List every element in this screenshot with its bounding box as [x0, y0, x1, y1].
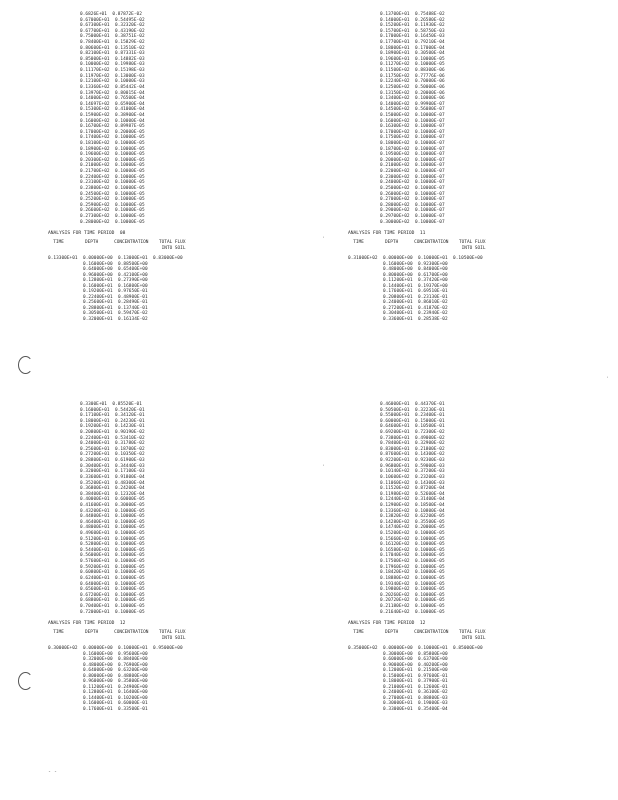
table-row: 0.18420E+02 0.10000E-05: [380, 570, 445, 576]
table-row: 0.78400E+01 0.32900E-02: [380, 441, 445, 447]
table-row: 0.25000E+02 0.10000E-07: [380, 185, 445, 191]
table-row: 0.20000E+02 0.10000E-07: [380, 157, 445, 163]
table-row: 0.15000E+01 0.97600E-01: [348, 673, 448, 679]
data-rows: [380, 12, 485, 225]
table-row: 0.16000E+00 0.95600E+00: [48, 651, 148, 657]
table-row: 0.12900E+02 0.18500E-04: [380, 502, 445, 508]
table-row: 0.64000E+00 0.65400E+00: [48, 267, 148, 273]
table-row: 0.17500E+02 0.10000E-05: [380, 559, 445, 565]
table-row: 0.11750E+02 0.77776E-06: [380, 73, 445, 79]
table-row: 0.12800E+01 0.27390E+00: [48, 278, 148, 284]
table-row: 0.75000E+01 0.38751E-02: [80, 34, 145, 40]
table-row: 0.14740E+02 0.20000E-05: [380, 525, 445, 531]
table-row: 0.80000E+00 0.61700E+00: [348, 272, 448, 278]
table-row: 0.59200E+01 0.10000E-05: [80, 564, 145, 570]
table-row: 0.13400E+02 0.10000E-06: [380, 96, 445, 102]
table-row: 0.26000E+02 0.10000E-07: [380, 191, 445, 197]
table-row: 0.16700E+02 0.89987E-05: [80, 124, 145, 130]
analysis-rows: [48, 646, 185, 712]
table-row: 0.87600E+01 0.14300E-02: [380, 452, 445, 458]
table-row: 0.28800E+01 0.61900E-03: [80, 458, 145, 464]
punch-hole-icon: [18, 356, 33, 374]
table-row: 0.21700E+02 0.10000E-05: [80, 169, 145, 175]
data-rows: [80, 402, 185, 615]
table-row: 0.60000E+00 0.63700E+00: [348, 657, 448, 663]
table-row: 0.36800E+01 0.24200E-04: [80, 486, 145, 492]
table-row: 0.65600E+01 0.10000E-05: [80, 587, 145, 593]
table-row: 0.46400E+01 0.10000E-05: [80, 519, 145, 525]
table-row: 0.28000E+02 0.10000E-05: [80, 219, 145, 225]
table-row: 0.11970E+02 0.13000E-03: [80, 73, 145, 79]
table-row: 0.14280E+02 0.35500E-05: [380, 519, 445, 525]
table-row: 0.22400E+02 0.10000E-05: [80, 174, 145, 180]
table-row: 0.30400E+01 0.23940E-02: [348, 311, 448, 317]
table-row: 0.33600E+01 0.28538E-02: [348, 316, 448, 322]
table-row: 0.44800E+01 0.10000E-05: [80, 514, 145, 520]
table-row: 0.41600E+01 0.30000E-05: [80, 502, 145, 508]
table-row: 0.67200E+01 0.10000E-05: [80, 592, 145, 598]
table-row: 0.48000E+01 0.10000E-05: [80, 525, 145, 531]
table-row: 0.20300E+02 0.10000E-05: [80, 157, 145, 163]
table-row: 0.24000E+01 0.31780E-02: [80, 441, 145, 447]
table-row: 0.85000E+01 0.14882E-03: [80, 56, 145, 62]
table-row: 0.19500E+02 0.10000E-07: [380, 152, 445, 158]
column-header: TIME DEPTH CONCENTRATION TOTAL FLUX INTO SOIL: [353, 240, 486, 251]
section-title: ANALYSIS FOR TIME PERIOD 11: [348, 231, 426, 237]
table-row: 0.12000E+01 0.21500E+00: [348, 668, 448, 674]
table-row: 0.31000E+02 0.00000E+00 0.10000E+01 0.10500E+00: [348, 256, 483, 262]
table-row: 0.27200E+01 0.10350E-02: [80, 452, 145, 458]
table-row: 0.21000E+01 0.12600E-01: [348, 684, 448, 690]
data-rows: [380, 402, 485, 615]
table-row: 0.80000E+00 0.48800E+00: [48, 673, 148, 679]
section-title: ANALYSIS FOR TIME PERIOD 12: [48, 621, 126, 627]
table-row: 0.27200E+01 0.41870E-02: [348, 305, 448, 311]
table-row: 0.18700E+02 0.10000E-07: [380, 146, 445, 152]
table-row: 0.24000E+01 0.36100E-02: [348, 690, 448, 696]
table-row: 0.3300E+01 0.85520E-01: [80, 402, 142, 407]
table-row: 0.72000E+01 0.10000E-05: [80, 609, 145, 615]
table-row: 0.17000E+02 0.10000E-07: [380, 129, 445, 135]
table-row: 0.15660E+02 0.10000E-05: [380, 536, 445, 542]
table-row: 0.6826E+01 0.87872E-02: [80, 12, 142, 17]
table-row: 0.17600E+01 0.69510E-01: [348, 289, 448, 295]
table-row: 0.14000E+02 0.99900E-07: [380, 101, 445, 107]
table-row: 0.18100E+02 0.10000E-05: [80, 141, 145, 147]
table-row: 0.62400E+01 0.10000E-05: [80, 575, 145, 581]
table-row: 0.19600E+01 0.10000E-05: [380, 56, 445, 62]
table-row: 0.25600E+01 0.28490E-01: [48, 300, 148, 306]
table-row: 0.19200E+01 0.97650E-01: [48, 289, 148, 295]
table-row: 0.64600E+01 0.10500E-01: [380, 424, 445, 430]
analysis-rows: [348, 256, 485, 322]
table-row: 0.13150E+02 0.20000E-06: [380, 90, 445, 96]
table-row: 0.14400E+01 0.10200E+00: [48, 695, 148, 701]
table-row: 0.69200E+01 0.72300E-02: [380, 430, 445, 436]
table-row: 0.57600E+01 0.10000E-05: [80, 559, 145, 565]
table-row: 0.19800E+02 0.10000E-05: [380, 587, 445, 593]
table-row: 0.11980E+02 0.52600E-04: [380, 491, 445, 497]
table-row: 0.90000E+00 0.40200E+00: [348, 662, 448, 668]
table-row: 0.11200E+01 0.37420E+00: [348, 278, 448, 284]
table-row: 0.96000E+00 0.35800E+00: [48, 679, 148, 685]
table-row: 0.12500E+02 0.50000E-06: [380, 84, 445, 90]
scan-speck: ·: [606, 375, 610, 381]
scan-speck: ‐ ‐: [48, 769, 58, 775]
table-row: 0.18000E+02 0.10000E-07: [380, 141, 445, 147]
table-row: 0.30000E+02 0.10000E-07: [380, 219, 445, 225]
table-row: 0.21640E+02 0.10000E-05: [380, 609, 445, 615]
table-row: 0.17960E+02 0.10000E-05: [380, 564, 445, 570]
table-row: 0.82100E+01 0.87331E-03: [80, 51, 145, 57]
table-row: 0.15200E+01 0.11930E-02: [380, 23, 445, 29]
table-row: 0.16000E+01 0.16800E+00: [48, 283, 148, 289]
quadrant-bottom-left: [48, 402, 185, 712]
table-row: 0.13700E+01 0.75488E-02: [380, 12, 445, 17]
table-row: 0.17500E+02 0.10000E-07: [380, 135, 445, 141]
table-row: 0.60800E+01 0.10000E-05: [80, 570, 145, 576]
table-row: 0.14500E+02 0.56080E-07: [380, 107, 445, 113]
section-title: ANALYSIS FOR TIME PERIOD 08: [48, 231, 126, 237]
table-row: 0.22400E+01 0.53410E-02: [80, 435, 145, 441]
punch-hole-icon: [18, 672, 33, 690]
column-header: TIME DEPTH CONCENTRATION TOTAL FLUX INTO SOIL: [53, 240, 186, 251]
table-row: 0.14000E+01 0.26580E-02: [380, 17, 445, 23]
table-row: 0.70400E+01 0.10000E-05: [80, 603, 145, 609]
table-row: 0.15300E+02 0.41000E-04: [80, 107, 145, 113]
table-row: 0.22000E+02 0.10000E-07: [380, 169, 445, 175]
table-row: 0.16000E+00 0.92300E+00: [348, 261, 448, 267]
table-row: 0.21000E+02 0.10000E-05: [80, 163, 145, 169]
table-row: 0.12440E+02 0.31400E-04: [380, 497, 445, 503]
table-row: 0.67300E+01 0.32320E-02: [80, 23, 145, 29]
table-row: 0.18000E+01 0.37900E-01: [348, 679, 448, 685]
table-row: 0.16000E+01 0.60000E-01: [48, 701, 148, 707]
table-row: 0.46000E+01 0.44370E-01: [380, 402, 445, 407]
table-row: 0.11060E+02 0.14300E-03: [380, 480, 445, 486]
table-row: 0.17100E+01 0.34120E-01: [80, 413, 145, 419]
column-header: TIME DEPTH CONCENTRATION TOTAL FLUX INTO SOIL: [53, 630, 186, 641]
table-row: 0.64000E+01 0.10000E-05: [80, 581, 145, 587]
table-row: 0.13360E+02 0.10800E-04: [380, 508, 445, 514]
table-row: 0.17000E+02 0.20000E-05: [80, 129, 145, 135]
table-row: 0.17600E+01 0.33500E-01: [48, 706, 148, 712]
table-row: 0.32000E+00 0.88400E+00: [48, 657, 148, 663]
table-row: 0.16000E+01 0.54420E-01: [80, 407, 145, 413]
table-row: 0.52800E+01 0.10000E-05: [80, 542, 145, 548]
table-row: 0.27300E+02 0.10000E-05: [80, 213, 145, 219]
scan-speck: ·: [322, 235, 326, 241]
table-row: 0.15000E+02 0.10000E-07: [380, 112, 445, 118]
table-row: 0.11500E+02 0.88300E-06: [380, 68, 445, 74]
data-rows: [80, 12, 185, 225]
table-row: 0.30400E+01 0.34440E-03: [80, 463, 145, 469]
table-row: 0.22400E+01 0.48900E-01: [48, 294, 148, 300]
table-row: 0.78400E+01 0.15829E-02: [80, 40, 145, 46]
table-row: 0.26600E+02 0.10000E-05: [80, 208, 145, 214]
table-row: 0.32000E+01 0.17100E-03: [80, 469, 145, 475]
table-row: 0.50500E+01 0.32230E-01: [380, 407, 445, 413]
table-row: 0.10000E+02 0.19980E-03: [80, 62, 145, 68]
table-row: 0.30000E+00 0.85800E+00: [348, 651, 448, 657]
table-row: 0.25900E+02 0.10000E-05: [80, 202, 145, 208]
table-row: 0.10600E+02 0.23200E-03: [380, 474, 445, 480]
table-row: 0.14697E+02 0.65900E-04: [80, 101, 145, 107]
table-row: 0.24500E+02 0.10000E-05: [80, 191, 145, 197]
table-row: 0.20800E+01 0.23130E-01: [348, 294, 448, 300]
table-row: 0.18880E+02 0.10000E-05: [380, 575, 445, 581]
table-row: 0.13820E+02 0.62200E-05: [380, 514, 445, 520]
table-row: 0.15700E+01 0.58750E-03: [380, 28, 445, 34]
column-header: TIME DEPTH CONCENTRATION TOTAL FLUX INTO SOIL: [353, 630, 486, 641]
table-row: 0.25200E+02 0.10000E-05: [80, 197, 145, 203]
table-row: 0.12240E+02 0.70000E-06: [380, 79, 445, 85]
table-row: 0.96800E+01 0.59000E-03: [380, 463, 445, 469]
table-row: 0.29000E+02 0.10000E-07: [380, 208, 445, 214]
table-row: 0.17700E+01 0.79210E-04: [380, 40, 445, 46]
table-row: 0.19200E+01 0.14230E-01: [80, 424, 145, 430]
table-row: 0.27000E+02 0.10000E-07: [380, 197, 445, 203]
table-row: 0.11520E+02 0.87200E-04: [380, 486, 445, 492]
table-row: 0.18000E+01 0.17000E-04: [380, 45, 445, 51]
table-row: 0.15900E+02 0.38900E-04: [80, 112, 145, 118]
table-row: 0.48000E+00 0.84000E+00: [348, 267, 448, 273]
table-row: 0.83000E+01 0.21800E-02: [380, 446, 445, 452]
table-row: 0.11170E+02 0.15198E-03: [80, 68, 145, 74]
table-row: 0.67000E+01 0.54495E-02: [80, 17, 145, 23]
table-row: 0.17400E+02 0.10000E-05: [80, 135, 145, 141]
table-row: 0.14400E+01 0.19370E+00: [348, 283, 448, 289]
table-row: 0.32000E+01 0.16134E-02: [48, 316, 148, 322]
table-row: 0.20800E+01 0.90190E-02: [80, 430, 145, 436]
table-row: 0.16580E+02 0.10000E-05: [380, 547, 445, 553]
table-row: 0.18900E+01 0.30500E-04: [380, 51, 445, 57]
scan-speck: ·: [322, 463, 326, 469]
table-row: 0.16000E+00 0.88500E+00: [48, 261, 148, 267]
table-row: 0.56000E+01 0.10000E-05: [80, 553, 145, 559]
table-row: 0.19340E+02 0.10000E-05: [380, 581, 445, 587]
table-row: 0.10140E+02 0.37200E-03: [380, 469, 445, 475]
table-row: 0.28000E+02 0.10000E-07: [380, 202, 445, 208]
quadrant-bottom-right: [348, 402, 485, 712]
table-row: 0.18900E+02 0.10000E-05: [80, 146, 145, 152]
table-row: 0.25600E+01 0.18700E-02: [80, 446, 145, 452]
analysis-rows: [48, 256, 185, 322]
section-title: ANALYSIS FOR TIME PERIOD 12: [348, 621, 426, 627]
table-row: 0.20720E+02 0.10000E-05: [380, 598, 445, 604]
table-row: 0.14000E+02 0.76500E-04: [80, 96, 145, 102]
table-row: 0.54400E+01 0.10000E-05: [80, 547, 145, 553]
table-row: 0.92200E+01 0.92300E-03: [380, 458, 445, 464]
table-row: 0.24000E+02 0.10000E-07: [380, 180, 445, 186]
table-row: 0.23000E+02 0.10000E-07: [380, 174, 445, 180]
table-row: 0.13970E+02 0.80015E-04: [80, 90, 145, 96]
table-row: 0.28800E+01 0.13740E-01: [48, 305, 148, 311]
table-row: 0.48000E+00 0.76900E+00: [48, 662, 148, 668]
quadrant-top-left: [48, 12, 185, 322]
table-row: 0.16300E+02 0.10000E-07: [380, 124, 445, 130]
table-row: 0.68800E+01 0.10000E-05: [80, 598, 145, 604]
table-row: 0.30000E+01 0.19000E-03: [348, 701, 448, 707]
table-row: 0.40000E+01 0.60000E-05: [80, 497, 145, 503]
table-row: 0.11200E+01 0.24900E+00: [48, 684, 148, 690]
table-row: 0.17000E+01 0.16450E-03: [380, 34, 445, 40]
table-row: 0.80600E+01 0.13510E-02: [80, 45, 145, 51]
table-row: 0.27000E+01 0.88800E-03: [348, 695, 448, 701]
table-row: 0.20260E+02 0.10000E-05: [380, 592, 445, 598]
table-row: 0.16000E+02 0.10000E-07: [380, 118, 445, 124]
table-row: 0.13300E+01 0.00000E+00 0.13000E+01 0.83000E+00: [48, 256, 183, 262]
table-row: 0.23100E+02 0.10000E-05: [80, 180, 145, 186]
table-row: 0.96000E+00 0.42100E+00: [48, 272, 148, 278]
table-row: 0.38400E+01 0.12320E-04: [80, 491, 145, 497]
table-row: 0.11270E+02 0.10000E-05: [380, 62, 445, 68]
table-row: 0.23800E+02 0.10000E-05: [80, 185, 145, 191]
table-row: 0.18000E+01 0.24230E-01: [80, 418, 145, 424]
table-row: 0.51200E+01 0.10000E-05: [80, 536, 145, 542]
table-row: 0.16000E+02 0.10000E-04: [80, 118, 145, 124]
table-row: 0.24000E+01 0.86010E-02: [348, 300, 448, 306]
table-row: 0.55000E+01 0.23400E-01: [380, 413, 445, 419]
quadrant-top-right: [348, 12, 485, 322]
table-row: 0.60000E+01 0.15000E-01: [380, 418, 445, 424]
table-row: 0.73800E+01 0.49000E-02: [380, 435, 445, 441]
table-row: 0.12100E+02 0.10000E-03: [80, 79, 145, 85]
table-row: 0.33000E+01 0.35400E-04: [348, 706, 448, 712]
table-row: 0.16120E+02 0.10000E-05: [380, 542, 445, 548]
table-row: 0.13360E+02 0.85442E-04: [80, 84, 145, 90]
table-row: 0.33600E+01 0.91800E-04: [80, 474, 145, 480]
table-row: 0.30500E+01 0.59470E-02: [48, 311, 148, 317]
table-row: 0.19600E+02 0.10000E-05: [80, 152, 145, 158]
table-row: 0.67700E+01 0.43190E-02: [80, 28, 145, 34]
table-row: 0.30000E+02 0.00000E+00 0.10000E+01 0.95000E+00: [48, 646, 183, 652]
table-row: 0.21180E+02 0.10000E-05: [380, 603, 445, 609]
table-row: 0.49600E+01 0.10000E-05: [80, 531, 145, 537]
table-row: 0.15200E+02 0.10000E-05: [380, 531, 445, 537]
table-row: 0.12800E+01 0.16400E+00: [48, 690, 148, 696]
analysis-rows: [348, 646, 485, 712]
table-row: 0.43200E+01 0.10000E-05: [80, 508, 145, 514]
table-row: 0.35000E+02 0.00000E+00 0.10000E+01 0.85000E+00: [348, 646, 483, 652]
table-row: 0.64000E+00 0.63200E+00: [48, 668, 148, 674]
table-row: 0.21000E+02 0.10000E-07: [380, 163, 445, 169]
table-row: 0.17040E+02 0.10000E-05: [380, 553, 445, 559]
table-row: 0.29700E+02 0.10000E-07: [380, 213, 445, 219]
table-row: 0.35200E+01 0.48300E-04: [80, 480, 145, 486]
